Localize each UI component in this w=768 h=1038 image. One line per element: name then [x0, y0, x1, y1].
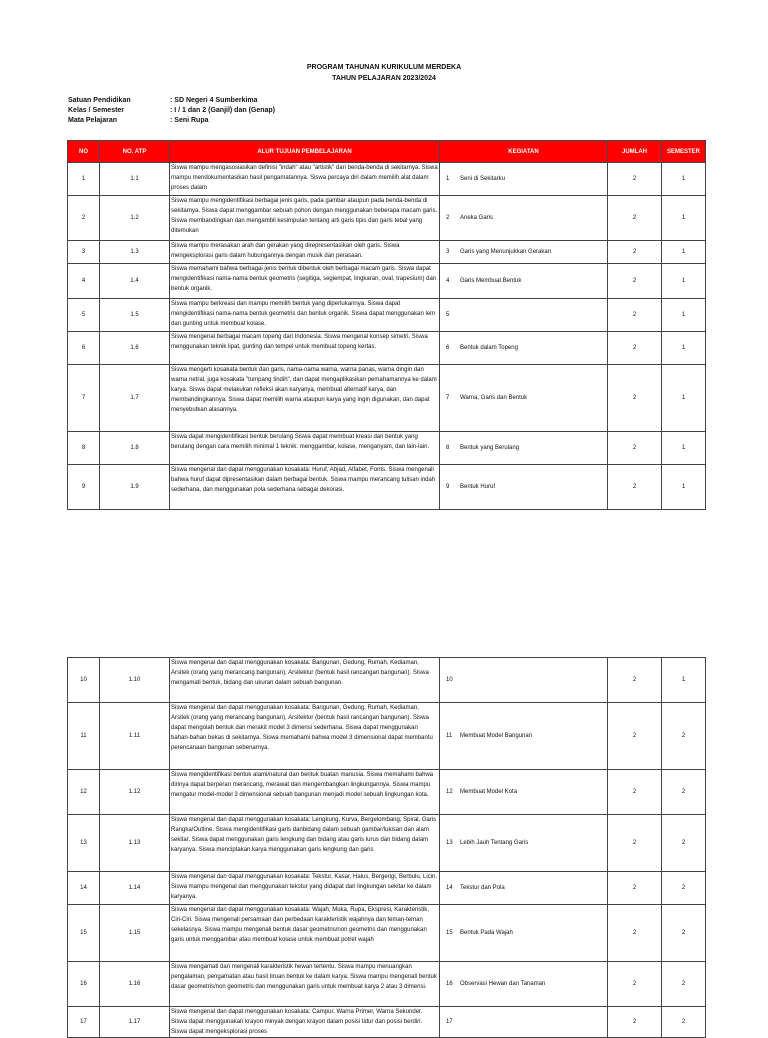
activity-name: Bentuk yang Berulang — [460, 445, 520, 451]
learning-objective — [170, 332, 440, 365]
semester-value: 1 — [662, 365, 706, 432]
semester-value: 2 — [662, 770, 706, 815]
semester-value: 2 — [662, 872, 706, 905]
jumlah-value: 2 — [608, 815, 662, 872]
activity-name: Warna, Garis dan Bentuk — [460, 395, 528, 401]
meta-label: Mata Pelajaran — [68, 117, 118, 124]
activity-cell — [440, 658, 608, 703]
col-header-no: NO — [68, 141, 100, 163]
learning-objective — [170, 703, 440, 770]
jumlah-value: 2 — [608, 432, 662, 465]
table-row — [68, 962, 706, 1007]
table-row — [68, 432, 706, 465]
atp-number: 1.14 — [100, 872, 170, 905]
table-row — [68, 905, 706, 962]
table-row — [68, 163, 706, 196]
activity-name: Aneka Garis — [460, 215, 494, 221]
learning-objective-text: Siswa mengerti kosakata bentuk dan garis, nama-nama warna, warna panas, warna dingin dan warna netral, juga kosakata "tumpang tindih", dan dapat mengaplikasikan pemahamannya ke dalam karya. Siswa dapat melakukan refleksi akan karyanya, membuat alternatif karya, dan membandingkannya. Siswa dapat memilih warna ataupun karya yang ingin digunakan, dan dapat menyebutkan alasannya. — [171, 367, 437, 413]
academic-year: TAHUN PELAJARAN 2023/2024 — [332, 75, 436, 82]
activity-number: 2 — [446, 215, 450, 221]
semester-value: 2 — [662, 815, 706, 872]
table-row — [68, 815, 706, 872]
learning-objective-text: Siswa mampu merasakan arah dan gerakan yang direpresentasikan oleh garis. Siswa mengeksplorasi garis dalam hubungannya dengan musik dan perasaan. — [171, 243, 400, 259]
learning-objective-text: Siswa mengenal dan dapat menggunakan kosakata: Bangunan, Gedung, Rumah, Kediaman, Arsitek (orang yang merancang bangunan), Arsitektur (bentuk hasil rancangan bangunan). Siswa mengamati bentuk, bidang dan ukuran dalam sebuah bangunan. — [171, 660, 429, 686]
school-info — [68, 97, 275, 127]
activity-name: Membuat Model Bangunan — [460, 733, 533, 739]
row-number: 16 — [68, 962, 100, 1007]
table-row — [68, 264, 706, 299]
atp-number: 1.9 — [100, 465, 170, 510]
activity-number: 10 — [446, 677, 453, 683]
meta-value: : I / 1 dan 2 (Ganjil) dan (Genap) — [170, 107, 276, 114]
jumlah-value: 2 — [608, 872, 662, 905]
activity-cell — [440, 299, 608, 332]
semester-value: 2 — [662, 962, 706, 1007]
semester-value: 2 — [662, 1007, 706, 1038]
atp-number: 1.10 — [100, 658, 170, 703]
learning-objective-text: Siswa mengenal dan dapat menggunakan kosakata: Bangunan, Gedung, Rumah, Kediaman, Arsitek (orang yang merancang bangunan), Arsitektur (bentuk hasil rancangan bangunan). Siswa dapat mengolah bentuk dan merakit model 3 dimensi sederhana. Siswa dapat menggunakan bahan-bahan bekas di sekitarnya. Siswa memahami bahwa model 3 dimensional dapat membantu perencanaan bangunan sebenarnya. — [171, 705, 433, 751]
row-number: 13 — [68, 815, 100, 872]
activity-name: Membuat Model Kota — [460, 789, 518, 795]
semester-value: 1 — [662, 299, 706, 332]
atp-number: 1.16 — [100, 962, 170, 1007]
learning-objective-text: Siswa memahami bahwa berbagai jenis bentuk dibentuk oleh berbagai macam garis. Siswa dapat mengidentifikasi nama-nama bentuk geometris (segitiga, segiempat, lingkaran, oval, trapesium) dan bentuk organik. — [171, 266, 437, 292]
meta-label: Satuan Pendidikan — [68, 97, 131, 104]
activity-name: Bentuk dalam Topeng — [460, 345, 518, 351]
table-row — [68, 196, 706, 241]
table-row — [68, 365, 706, 432]
activity-number: 1 — [446, 176, 450, 182]
meta-row-school — [68, 97, 275, 107]
col-header-semester: SEMESTER — [662, 141, 706, 163]
activity-cell — [440, 905, 608, 962]
semester-value: 1 — [662, 163, 706, 196]
row-number: 1 — [68, 163, 100, 196]
document-title: PROGRAM TAHUNAN KURIKULUM MERDEKA — [306, 64, 462, 71]
jumlah-value: 2 — [608, 332, 662, 365]
activity-cell — [440, 962, 608, 1007]
activity-number: 17 — [446, 1019, 453, 1025]
activity-number: 9 — [446, 484, 450, 490]
activity-number: 8 — [446, 445, 450, 451]
semester-value: 1 — [662, 658, 706, 703]
meta-value: : SD Negeri 4 Sumberkima — [170, 97, 258, 104]
activity-number: 11 — [446, 733, 453, 739]
table-row — [68, 658, 706, 703]
jumlah-value: 2 — [608, 1007, 662, 1038]
learning-objective — [170, 432, 440, 465]
row-number: 4 — [68, 264, 100, 299]
atp-number: 1.11 — [100, 703, 170, 770]
learning-objective-text: Siswa mampu berkreasi dan mampu memilih bentuk yang diperlukannya. Siswa dapat mengidentifikasi nama-nama bentuk geometris dan bentuk organik. Siswa dapat menggunakan lem dan gunting untuk membuat kolase. — [171, 301, 436, 327]
activity-cell — [440, 815, 608, 872]
table-header-row — [68, 141, 706, 163]
atp-number: 1.1 — [100, 163, 170, 196]
atp-number: 1.3 — [100, 241, 170, 264]
row-number: 3 — [68, 241, 100, 264]
atp-number: 1.13 — [100, 815, 170, 872]
learning-objective-text: Siswa mengenal dan dapat menggunakan kosakata: Huruf, Abjad, Alfabet, Fonts. Siswa mengenali bahwa huruf dapat dipresentasikan dalam berbagai bentuk. Siswa mampu merancang tulisan indah sederhana, dan menggunakan pola sederhana sebagai dekorasi. — [171, 467, 436, 493]
table-row — [68, 1007, 706, 1038]
activity-name: Garis Membuat Bentuk — [460, 278, 522, 284]
activity-cell — [440, 365, 608, 432]
learning-objective — [170, 770, 440, 815]
atp-number: 1.8 — [100, 432, 170, 465]
activity-number: 13 — [446, 840, 453, 846]
semester-value: 1 — [662, 264, 706, 299]
jumlah-value: 2 — [608, 299, 662, 332]
row-number: 17 — [68, 1007, 100, 1038]
learning-objective — [170, 241, 440, 264]
atp-number: 1.5 — [100, 299, 170, 332]
learning-objective — [170, 658, 440, 703]
activity-cell — [440, 465, 608, 510]
activity-cell — [440, 770, 608, 815]
learning-objective-text: Siswa mengenal dan dapat menggunakan kosakata: Tekstur, Kasar, Halus, Bergerigi, Berbulu, Licin. Siswa mampu mengenal dan menggunakan tekstur yang didapat dari lingkungan sekitar ke dalam karyanya. — [171, 874, 438, 900]
col-header-tujuan: ALUR TUJUAN PEMBELAJARAN — [170, 141, 440, 163]
row-number: 8 — [68, 432, 100, 465]
activity-cell — [440, 196, 608, 241]
learning-objective-text: Siswa mengenal dan dapat menggunakan kosakata: Lengkung, Kurva, Bergelombang, Spiral, Garis Rangka/Outline. Siswa mengidentifikasi garis danbidang dalam sebuah gambar/lukisan dan alam sekitar. Siswa dapat menggunakan garis lengkung dan bidang atau garis lurus dan bidang dalam karyanya. Siswa menciptakan karya menggunakan garis lengkung dan garis — [171, 817, 437, 853]
semester-value: 1 — [662, 196, 706, 241]
learning-objective — [170, 905, 440, 962]
atp-number: 1.2 — [100, 196, 170, 241]
col-header-atp: NO. ATP — [100, 141, 170, 163]
activity-cell — [440, 703, 608, 770]
row-number: 6 — [68, 332, 100, 365]
table-row — [68, 703, 706, 770]
activity-number: 5 — [446, 312, 450, 318]
jumlah-value: 2 — [608, 770, 662, 815]
col-header-jumlah: JUMLAH — [608, 141, 662, 163]
program-table-page-2 — [67, 657, 706, 1038]
atp-number: 1.7 — [100, 365, 170, 432]
row-number: 2 — [68, 196, 100, 241]
learning-objective-text: Siswa mengenal berbagai macam topeng dari Indonesia. Siswa mengenal konsep simetri. Siswa menggunakan teknik lipat, gunting dan tempel untuk membuat topeng kertas. — [171, 334, 428, 350]
atp-number: 1.6 — [100, 332, 170, 365]
atp-number: 1.15 — [100, 905, 170, 962]
table-row — [68, 241, 706, 264]
row-number: 7 — [68, 365, 100, 432]
learning-objective — [170, 196, 440, 241]
activity-cell — [440, 241, 608, 264]
learning-objective-text: Siswa mengamati dan mengenali karakteristik hewan tertentu. Siswa mampu menuangkan pengalaman, pengamatan atau hasil tiruan bentuk ke dalam karya. Siswa mampu mengenali bentuk dasar geometris/non geometris dan menggunakan garis untuk membuat karya 2 atau 3 dimensi. — [171, 964, 437, 990]
atp-number: 1.12 — [100, 770, 170, 815]
activity-number: 16 — [446, 981, 453, 987]
meta-label: Kelas / Semester — [68, 107, 125, 114]
atp-number: 1.17 — [100, 1007, 170, 1038]
jumlah-value: 2 — [608, 264, 662, 299]
meta-value: : Seni Rupa — [170, 117, 209, 124]
program-table-page-1 — [67, 140, 706, 510]
learning-objective — [170, 365, 440, 432]
learning-objective — [170, 815, 440, 872]
activity-name: Lebih Jauh Tentang Garis — [460, 840, 529, 846]
learning-objective — [170, 872, 440, 905]
row-number: 15 — [68, 905, 100, 962]
row-number: 10 — [68, 658, 100, 703]
row-number: 12 — [68, 770, 100, 815]
meta-row-class — [68, 107, 275, 117]
activity-number: 14 — [446, 885, 453, 891]
activity-number: 7 — [446, 395, 450, 401]
table-row — [68, 299, 706, 332]
learning-objective — [170, 465, 440, 510]
learning-objective — [170, 1007, 440, 1038]
activity-name: Garis yang Menunjukkan Gerakan — [460, 249, 552, 255]
learning-objective-text: Siswa mengenal dan dapat menggunakan kosakata: Campur, Warna Primer, Warna Sekunder. Siswa dapat menggunakan krayon minyak dengan krayon dalam posisi tidur dan posisi berdiri. Siswa dapat mengeksplorasi proses — [171, 1009, 423, 1035]
table-row — [68, 332, 706, 365]
row-number: 14 — [68, 872, 100, 905]
activity-number: 12 — [446, 789, 453, 795]
table-row — [68, 872, 706, 905]
jumlah-value: 2 — [608, 241, 662, 264]
learning-objective — [170, 264, 440, 299]
activity-number: 6 — [446, 345, 450, 351]
activity-number: 3 — [446, 249, 450, 255]
activity-cell — [440, 332, 608, 365]
activity-cell — [440, 163, 608, 196]
learning-objective — [170, 962, 440, 1007]
jumlah-value: 2 — [608, 465, 662, 510]
atp-number: 1.4 — [100, 264, 170, 299]
jumlah-value: 2 — [608, 658, 662, 703]
activity-name: Tekstur dan Pola — [460, 885, 505, 891]
semester-value: 1 — [662, 332, 706, 365]
activity-name: Bentuk Pada Wajah — [460, 930, 513, 936]
activity-cell — [440, 432, 608, 465]
jumlah-value: 2 — [608, 703, 662, 770]
activity-number: 15 — [446, 930, 453, 936]
col-header-kegiatan: KEGIATAN — [440, 141, 608, 163]
jumlah-value: 2 — [608, 365, 662, 432]
semester-value: 2 — [662, 905, 706, 962]
activity-cell — [440, 264, 608, 299]
learning-objective-text: Siswa mampu mengasosiasikan definisi "indah" atau "artistik" dari benda-benda di sekitarnya. Siswa mampu mendokumentasikan hasil pengamatannya. Siswa percaya diri dalam memilih alat dalam proses dalam — [171, 165, 438, 191]
learning-objective-text: Siswa mampu mengidentifikasi berbagai jenis garis, pada gambar ataupun pada benda-benda di sekitarnya. Siswa dapat menggambar sebuah pohon dengan menggunakan beberapa macam garis. Siswa membandingkan dan mengambil kesimpulan tentang arti garis tipis dan garis tebal yang ditemukan — [171, 198, 438, 234]
row-number: 5 — [68, 299, 100, 332]
activity-name: Observasi Hewan dan Tanaman — [460, 981, 546, 987]
learning-objective-text: Siswa dapat mengidentifikasi bentuk berulang Siswa dapat membuat kreasi dari bentuk yang berulang dengan cara memilih minimal 1 teknik: menggambar, kolase, menganyam, dan lain-lain. — [171, 434, 430, 450]
row-number: 11 — [68, 703, 100, 770]
semester-value: 1 — [662, 465, 706, 510]
jumlah-value: 2 — [608, 196, 662, 241]
semester-value: 1 — [662, 432, 706, 465]
activity-name: Seni di Sekitarku — [460, 176, 506, 182]
jumlah-value: 2 — [608, 905, 662, 962]
learning-objective-text: Siswa mengenal dan dapat menggunakan kosakata: Wajah, Muka, Rupa, Ekspresi, Karakteristik, Ciri-Ciri. Siswa mengenali persamaan dan perbedaan karakteristik wajahnya dan teman-teman sekelasnya. Siswa mampu mengenali bentuk dasar geometris/non geometris dan menggunakan garis untuk menggambar atau membuat kolase untuk membuat potret wajah — [171, 907, 429, 943]
activity-name: Bentuk Huruf — [460, 484, 496, 490]
semester-value: 2 — [662, 703, 706, 770]
table-row — [68, 770, 706, 815]
jumlah-value: 2 — [608, 163, 662, 196]
activity-number: 4 — [446, 278, 450, 284]
activity-cell — [440, 1007, 608, 1038]
meta-row-subject — [68, 117, 275, 127]
row-number: 9 — [68, 465, 100, 510]
table-row — [68, 465, 706, 510]
jumlah-value: 2 — [608, 962, 662, 1007]
semester-value: 1 — [662, 241, 706, 264]
learning-objective — [170, 163, 440, 196]
learning-objective — [170, 299, 440, 332]
activity-cell — [440, 872, 608, 905]
learning-objective-text: Siswa mengidentifikasi bentuk alami/natural dan bentuk buatan manusia. Siswa memahami bahwa dirinya dapat berperan merancang, merawat dan mengembangkan lingkungannya. Siswa mampu mengatur model-model 3 dimensional sebuah bangunan menjadi model sebuah lingkungan kota. — [171, 772, 434, 798]
